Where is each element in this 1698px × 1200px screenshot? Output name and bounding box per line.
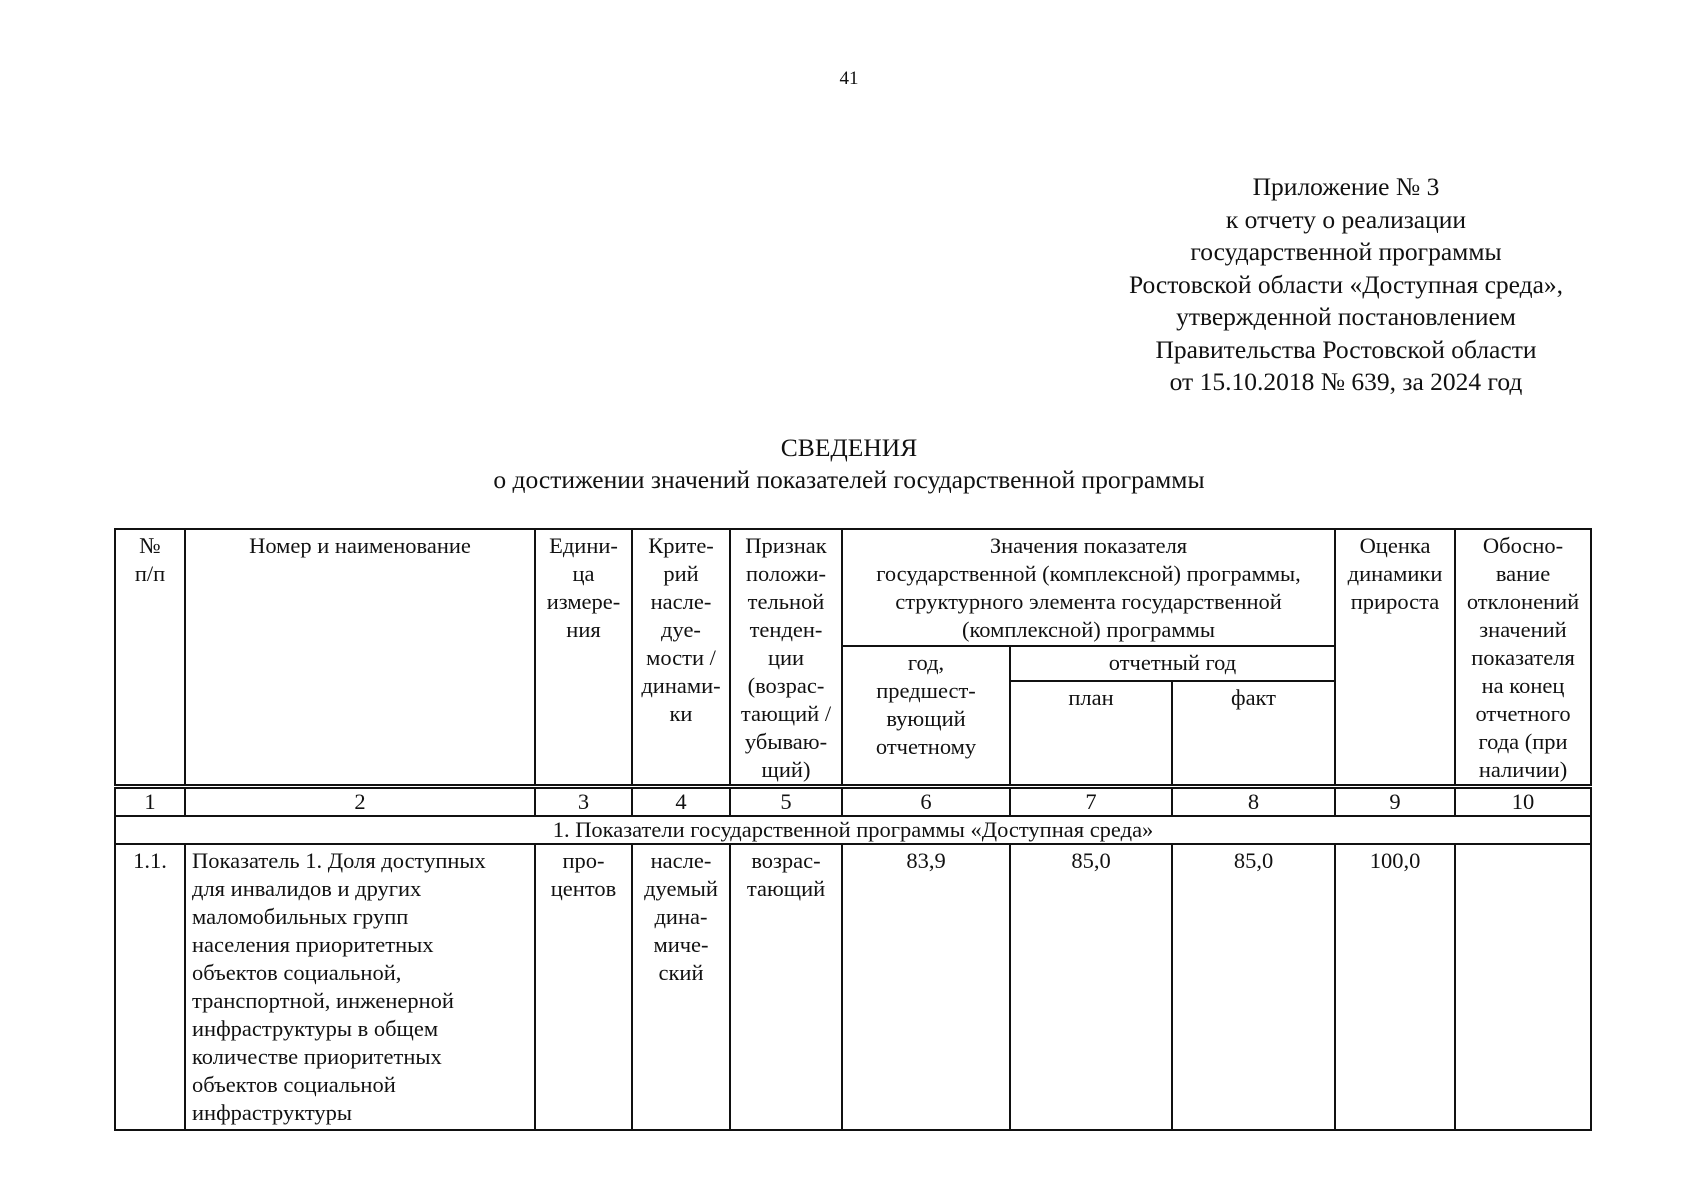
row-name: Показатель 1. Доля доступных для инвалидов и других маломобильных групп населения приоритетных объектов социальной, транспортной, инженерной инфраструктуры в общем количестве приоритетных объектов социальной инфраструктуры	[185, 844, 535, 1130]
indicators-table	[114, 528, 1592, 1131]
page-number: 41	[839, 68, 859, 89]
column-number: 4	[632, 787, 730, 817]
column-numbers-row	[115, 787, 1591, 817]
row-justification	[1455, 844, 1591, 1130]
column-number: 9	[1335, 787, 1455, 817]
header-fact: факт	[1172, 681, 1335, 787]
row-dynamics: 100,0	[1335, 844, 1455, 1130]
row-num: 1.1.	[115, 844, 185, 1130]
header-name: Номер и наименование	[185, 529, 535, 787]
appendix-line: Приложение № 3	[1252, 172, 1440, 201]
header-num: № п/п	[115, 529, 185, 787]
header-report-year: отчетный год	[1010, 646, 1335, 681]
appendix-line: Правительства Ростовской области	[1155, 334, 1537, 364]
header-unit: Едини- ца измере- ния	[535, 529, 632, 787]
header-justification: Обосно- вание отклонений значений показателя на конец отчетного года (при наличии)	[1455, 529, 1591, 787]
section-row	[115, 816, 1591, 844]
column-number: 7	[1010, 787, 1172, 817]
row-trend: возрас- тающий	[730, 844, 842, 1130]
row-criterion: насле- дуемый дина- миче- ский	[632, 844, 730, 1130]
document-subtitle: о достижении значений показателей государственной программы	[493, 465, 1205, 494]
row-prev-year: 83,9	[842, 844, 1010, 1130]
appendix-line: утвержденной постановлением	[1176, 302, 1516, 331]
column-number: 2	[185, 787, 535, 817]
row-unit: про- центов	[535, 844, 632, 1130]
header-values-group: Значения показателя государственной (комплексной) программы, структурного элемента государственной (комплексной) программы	[842, 529, 1335, 646]
appendix-line: государственной программы	[1190, 237, 1502, 266]
row-fact: 85,0	[1172, 844, 1335, 1130]
header-plan: план	[1010, 681, 1172, 787]
header-dynamics: Оценка динамики прироста	[1335, 529, 1455, 787]
row-plan: 85,0	[1010, 844, 1172, 1130]
appendix-line: к отчету о реализации	[1225, 204, 1467, 234]
column-number: 8	[1172, 787, 1335, 817]
section-title: 1. Показатели государственной программы «Доступная среда»	[115, 816, 1591, 844]
appendix-block	[1096, 171, 1596, 399]
header-criterion: Крите- рий насле- дуе- мости / динами- ки	[632, 529, 730, 787]
header-prev-year: год, предшест- вующий отчетному	[842, 646, 1010, 787]
appendix-line: Ростовской области «Доступная среда»,	[1128, 269, 1564, 299]
column-number: 5	[730, 787, 842, 817]
header-trend: Признак положи- тельной тенден- ции (возрас- тающий / убываю- щий)	[730, 529, 842, 787]
column-number: 6	[842, 787, 1010, 817]
table-row	[115, 844, 1591, 1130]
column-number: 3	[535, 787, 632, 817]
column-number: 1	[115, 787, 185, 817]
document-title: СВЕДЕНИЯ	[780, 433, 918, 462]
appendix-line: от 15.10.2018 № 639, за 2024 год	[1169, 367, 1523, 396]
column-number: 10	[1455, 787, 1591, 817]
